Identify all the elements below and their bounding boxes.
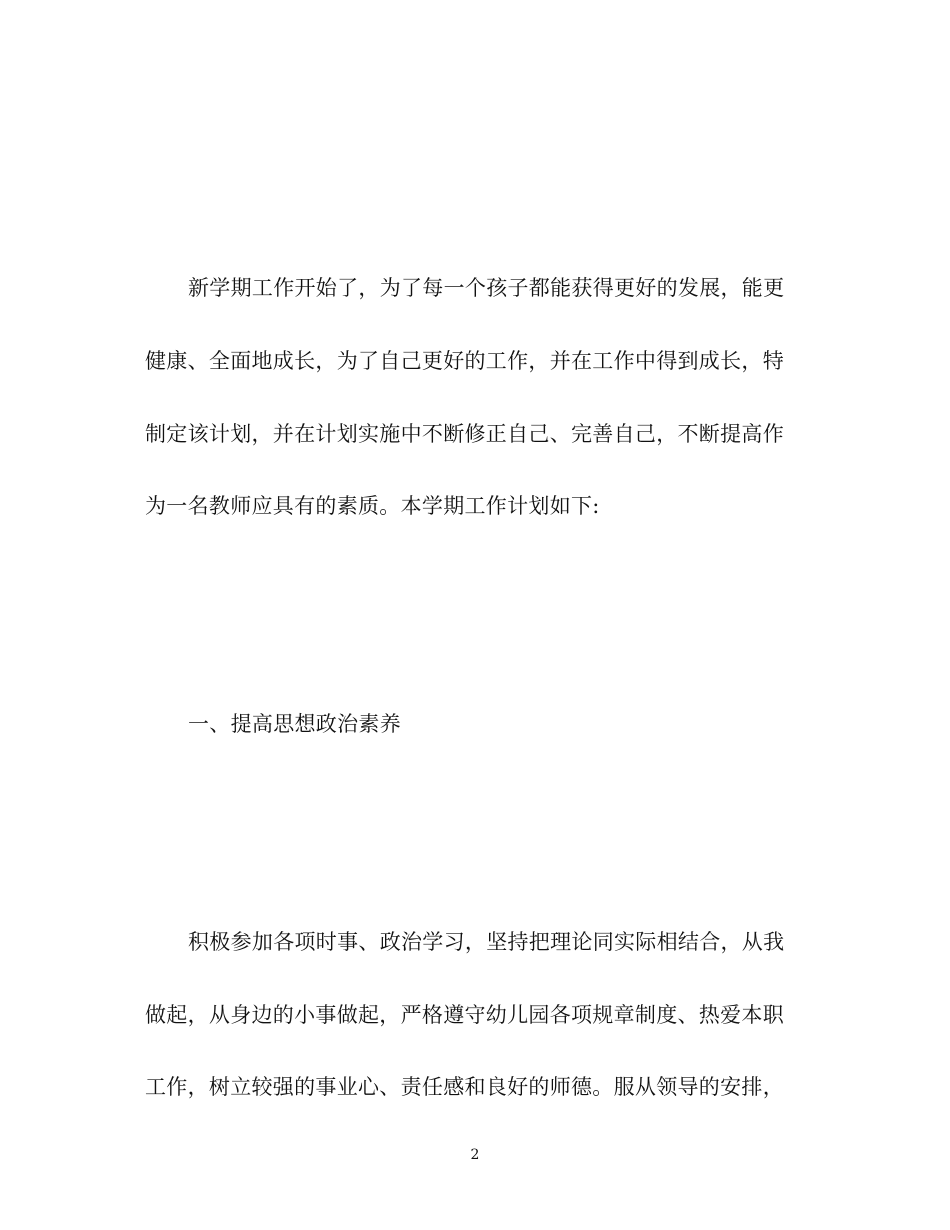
- section-heading: 一、提高思想政治素养: [188, 712, 401, 736]
- paragraph-line: 新学期工作开始了，为了每一个孩子都能获得更好的发展，能更: [188, 276, 785, 300]
- paragraph-line: 制定该计划，并在计划实施中不断修正自己、完善自己，不断提高作: [145, 422, 784, 446]
- paragraph-line: 工作，树立较强的事业心、责任感和良好的师德。服从领导的安排，: [145, 1075, 784, 1099]
- paragraph-line: 健康、全面地成长，为了自己更好的工作，并在工作中得到成长，特: [145, 349, 784, 373]
- paragraph-line: 积极参加各项时事、政治学习，坚持把理论同实际相结合，从我: [188, 930, 785, 954]
- paragraph-line: 为一名教师应具有的素质。本学期工作计划如下:: [145, 494, 600, 518]
- page-number: 2: [470, 1147, 480, 1163]
- paragraph-line: 做起，从身边的小事做起，严格遵守幼儿园各项规章制度、热爱本职: [145, 1003, 784, 1027]
